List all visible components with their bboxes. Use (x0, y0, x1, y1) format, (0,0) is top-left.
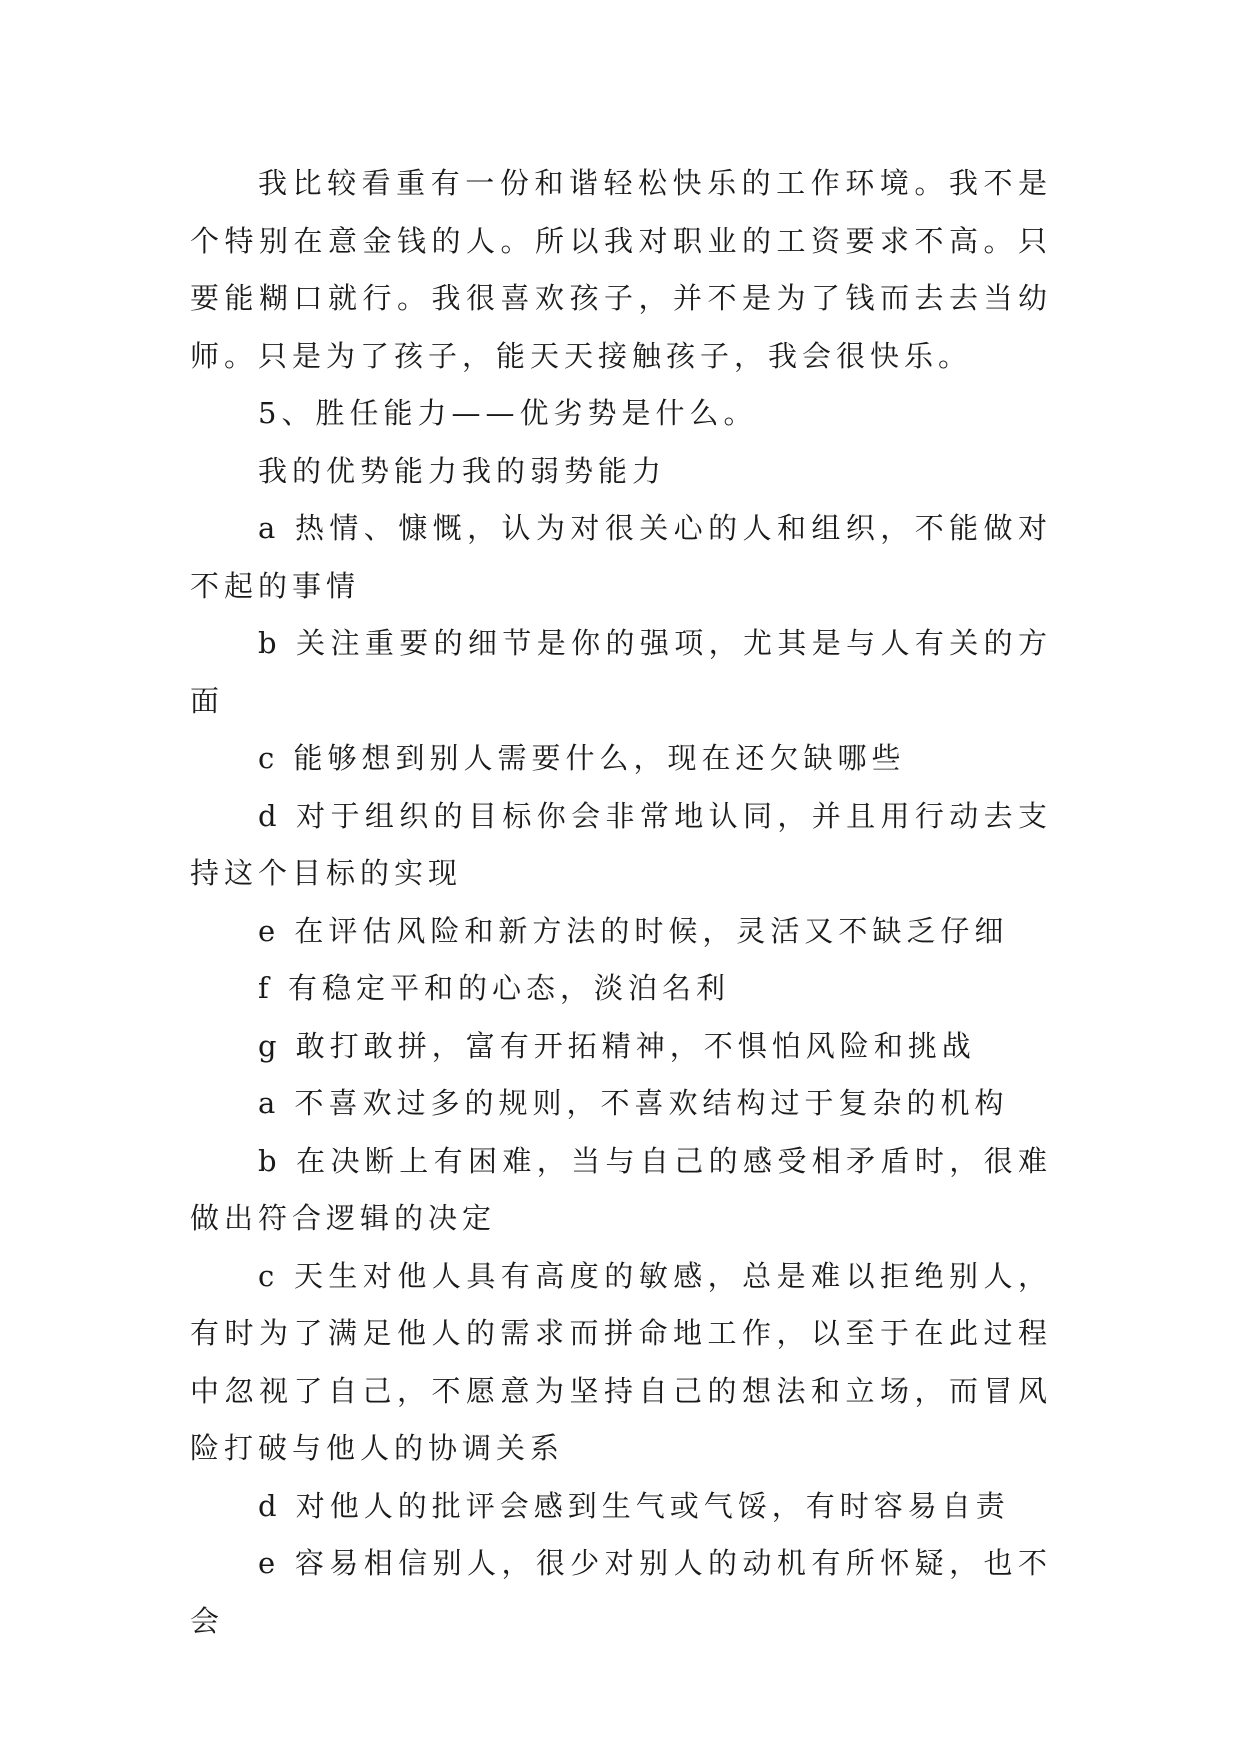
paragraph-work-environment: 我比较看重有一份和谐轻松快乐的工作环境。我不是个特别在意金钱的人。所以我对职业的工资要求不高。只要能糊口就行。我很喜欢孩子，并不是为了钱而去去当幼师。只是为了孩子，能天天接触孩子，我会很快乐。 (190, 166, 1052, 373)
paragraph-strengths-weaknesses-header: 我的优势能力我的弱势能力 (258, 453, 667, 488)
paragraph-strength-d: d 对于组织的目标你会非常地认同，并且用行动去支持这个目标的实现 (190, 798, 1052, 890)
paragraph-strength-a: a 热情、慷慨，认为对很关心的人和组织，不能做对不起的事情 (190, 511, 1052, 603)
paragraph-weakness-b: b 在决断上有困难，当与自己的感受相矛盾时，很难做出符合逻辑的决定 (190, 1143, 1052, 1235)
paragraph-weakness-c: c 天生对他人具有高度的敏感，总是难以拒绝别人，有时为了满足他人的需求而拼命地工作，以至于在此过程中忽视了自己，不愿意为坚持自己的想法和立场，而冒风险打破与他人的协调关系 (190, 1258, 1052, 1465)
document-page (190, 155, 1052, 1650)
paragraph-strength-f: f 有稳定平和的心态，淡泊名利 (258, 971, 730, 1005)
paragraph-strength-c: c 能够想到别人需要什么，现在还欠缺哪些 (258, 741, 906, 775)
paragraph-strength-e: e 在评估风险和新方法的时候，灵活又不缺乏仔细 (258, 913, 1009, 948)
paragraph-weakness-e: e 容易相信别人，很少对别人的动机有所怀疑，也不会 (190, 1546, 1052, 1638)
paragraph-strength-b: b 关注重要的细节是你的强项，尤其是与人有关的方面 (190, 626, 1052, 718)
paragraph-strength-g: g 敢打敢拼，富有开拓精神，不惧怕风险和挑战 (258, 1028, 976, 1063)
paragraph-weakness-a: a 不喜欢过多的规则，不喜欢结构过于复杂的机构 (258, 1086, 1009, 1120)
paragraph-section-heading: 5、胜任能力——优劣势是什么。 (258, 396, 758, 430)
paragraph-weakness-d: d 对他人的批评会感到生气或气馁，有时容易自责 (258, 1488, 1010, 1523)
